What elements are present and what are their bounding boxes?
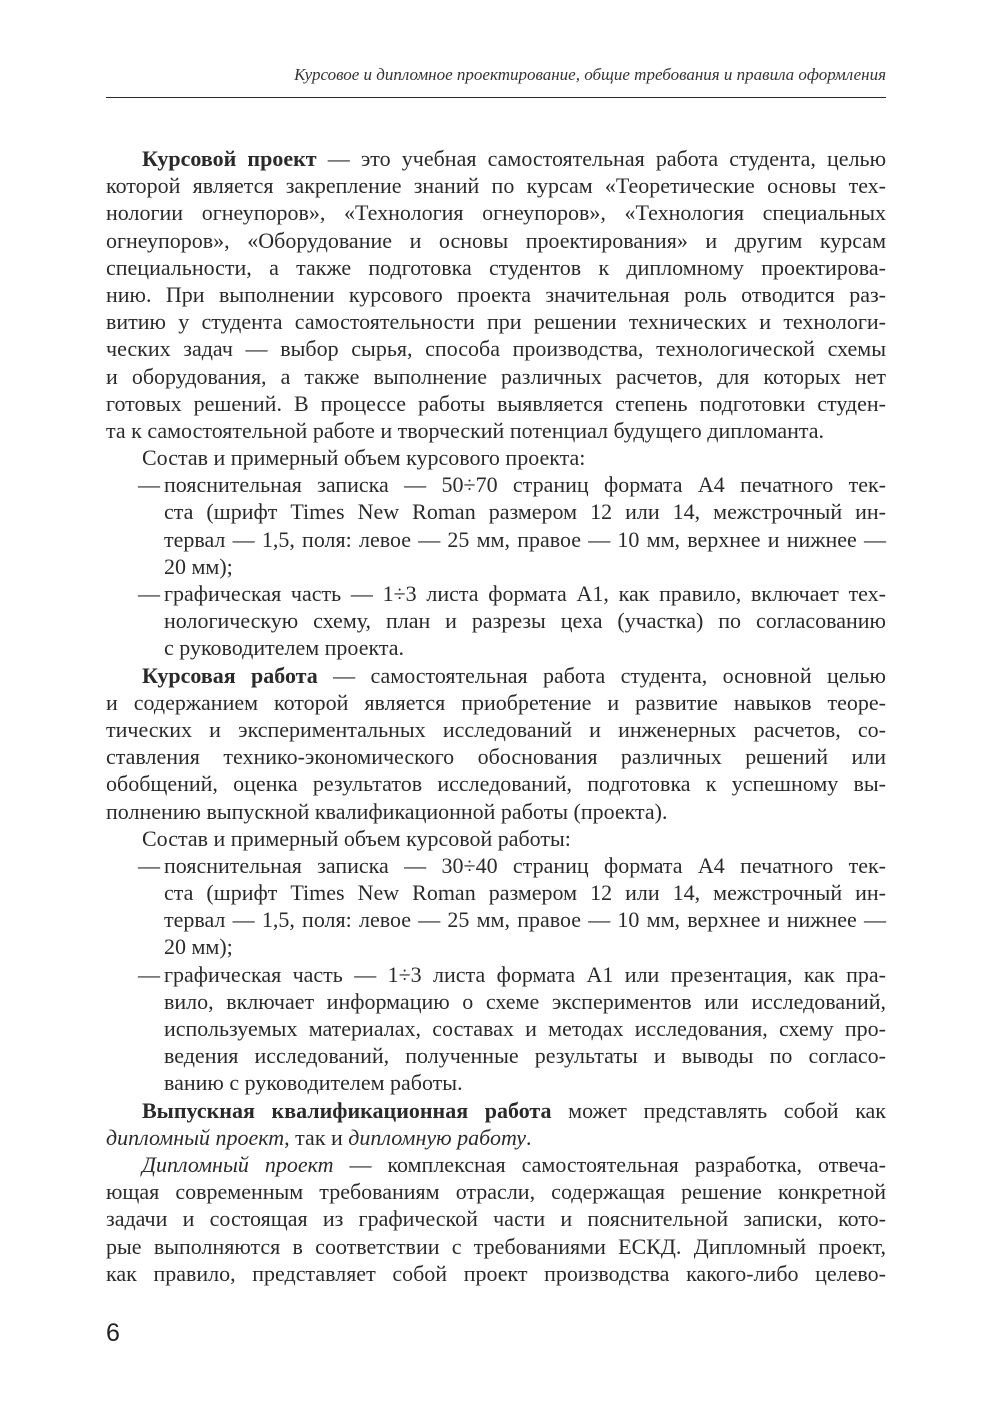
list2-item2-line-2: вило, включает информацию о схеме экспериментов или исследований, <box>164 988 886 1014</box>
p1-line-10: готовых решений. В процессе работы выявляется степень подготовки студен- <box>106 390 886 416</box>
p6-line-4: рые выполняются в соответствии с требованиями ЕСКД. Дипломный проект, <box>106 1233 886 1259</box>
list1-item1-line-1: — пояснительная записка — 50÷70 страниц формата А4 печатного тек- <box>138 472 886 498</box>
p6-line-5: как правило, представляет собой проект производства какого-либо целево- <box>106 1260 886 1286</box>
p1-line-11: та к самостоятельной работе и творческий потенциал будущего дипломанта. <box>106 417 825 443</box>
list-dash: — <box>138 472 160 498</box>
p1-line-9: и оборудования, а также выполнение различных расчетов, для которых нет <box>106 363 886 389</box>
p3-line-5: обобщений, оценка результатов исследований, подготовка к успешному вы- <box>106 771 886 797</box>
list1-item1-line-3: тервал — 1,5, поля: левое — 25 мм, правое — 10 мм, верхнее и нижнее — <box>164 526 886 552</box>
p5-line-1: Выпускная квалификационная работа может представлять собой как <box>142 1097 886 1123</box>
list2-item1-line-1: — пояснительная записка — 30÷40 страниц формата А4 печатного тек- <box>138 852 886 878</box>
term-course-project: Курсовой проект <box>142 146 317 171</box>
p1-line-1: Курсовой проект — это учебная самостоятельная работа студента, целью <box>142 146 887 171</box>
term-graduation-work: Выпускная квалификационная работа <box>142 1097 552 1123</box>
p3-line-3: тических и экспериментальных исследований и инженерных расчетов, со- <box>106 716 886 742</box>
p3-line-2: и содержанием которой является приобретение и развитие навыков теоре- <box>106 689 886 715</box>
italic-diploma-work: дипломную работу <box>348 1124 527 1150</box>
p3-line-4: ставления технико-экономического обоснования различных решений или <box>106 744 886 770</box>
list1-item1-line-4: 20 мм); <box>164 553 233 579</box>
list1-item1-line-2: ста (шрифт Times New Roman размером 12 или 14, межстрочный ин- <box>164 499 886 525</box>
italic-diploma-project: дипломный проект <box>106 1124 285 1150</box>
list-dash: — <box>138 961 160 987</box>
p6-line-1: Дипломный проект — комплексная самостоятельная разработка, отвеча- <box>142 1151 886 1177</box>
p1-line-6: нию. При выполнении курсового проекта значительная роль отводится раз- <box>106 281 886 307</box>
term-course-work: Курсовая работа <box>142 662 318 688</box>
list2-item1-line-4: 20 мм); <box>164 934 233 960</box>
p3-line-6: полнению выпускной квалификационной работы (проекта). <box>106 798 668 824</box>
p1-line-2: которой является закрепление знаний по курсам «Теоретические основы тех- <box>106 173 886 199</box>
p1-line-5: специальности, а также подготовка студентов к дипломному проектирова- <box>106 254 886 280</box>
p6-line-3: задачи и состоящая из графической части и пояснительной записки, кото- <box>106 1206 886 1232</box>
list2-item1-line-3: тервал — 1,5, поля: левое — 25 мм, правое — 10 мм, верхнее и нижнее — <box>164 907 886 933</box>
p5-line-2: дипломный проект, так и дипломную работу. <box>106 1124 532 1150</box>
running-header: Курсовое и дипломное проектирование, общие требования и правила оформления <box>294 65 886 84</box>
list1-item2-line-2: нологическую схему, план и разрезы цеха (участка) по согласованию <box>164 608 886 634</box>
p6-line-2: ющая современным требованиям отрасли, содержащая решение конкретной <box>106 1179 886 1205</box>
page-number: 6 <box>106 1319 120 1347</box>
p1-line-3: нологии огнеупоров», «Технология огнеупоров», «Технология специальных <box>106 200 886 226</box>
p3-line-1: Курсовая работа — самостоятельная работа студента, основной целью <box>142 662 886 688</box>
list2-item2-line-1: — графическая часть — 1÷3 листа формата А1 или презентация, как пра- <box>138 961 886 987</box>
list-dash: — <box>138 852 160 878</box>
page-body <box>106 145 886 1287</box>
p4-line-1: Состав и примерный объем курсовой работы: <box>142 825 571 851</box>
p2-line-1: Состав и примерный объем курсового проекта: <box>142 445 586 471</box>
list2-item2-line-4: ведения исследований, полученные результаты и выводы по согласо- <box>164 1043 886 1069</box>
list2-item2-line-3: используемых материалах, составах и методах исследования, схему про- <box>164 1016 886 1041</box>
p1-line-8: ческих задач — выбор сырья, способа производства, технологической схемы <box>106 336 886 362</box>
list-dash: — <box>138 581 160 606</box>
list1-item2-line-3: с руководителем проекта. <box>164 635 405 661</box>
list2-item2-line-5: ванию с руководителем работы. <box>164 1070 463 1096</box>
list2-item1-line-2: ста (шрифт Times New Roman размером 12 или 14, межстрочный ин- <box>164 880 886 906</box>
p1-line-4: огнеупоров», «Оборудование и основы проектирования» и другим курсам <box>106 227 886 253</box>
term-diploma-project: Дипломный проект <box>142 1151 334 1177</box>
header-rule <box>106 97 886 98</box>
list1-item2-line-1: — графическая часть — 1÷3 листа формата А1, как правило, включает тех- <box>138 581 886 606</box>
p1-line-7: витию у студента самостоятельности при решении технических и технологи- <box>106 309 886 335</box>
